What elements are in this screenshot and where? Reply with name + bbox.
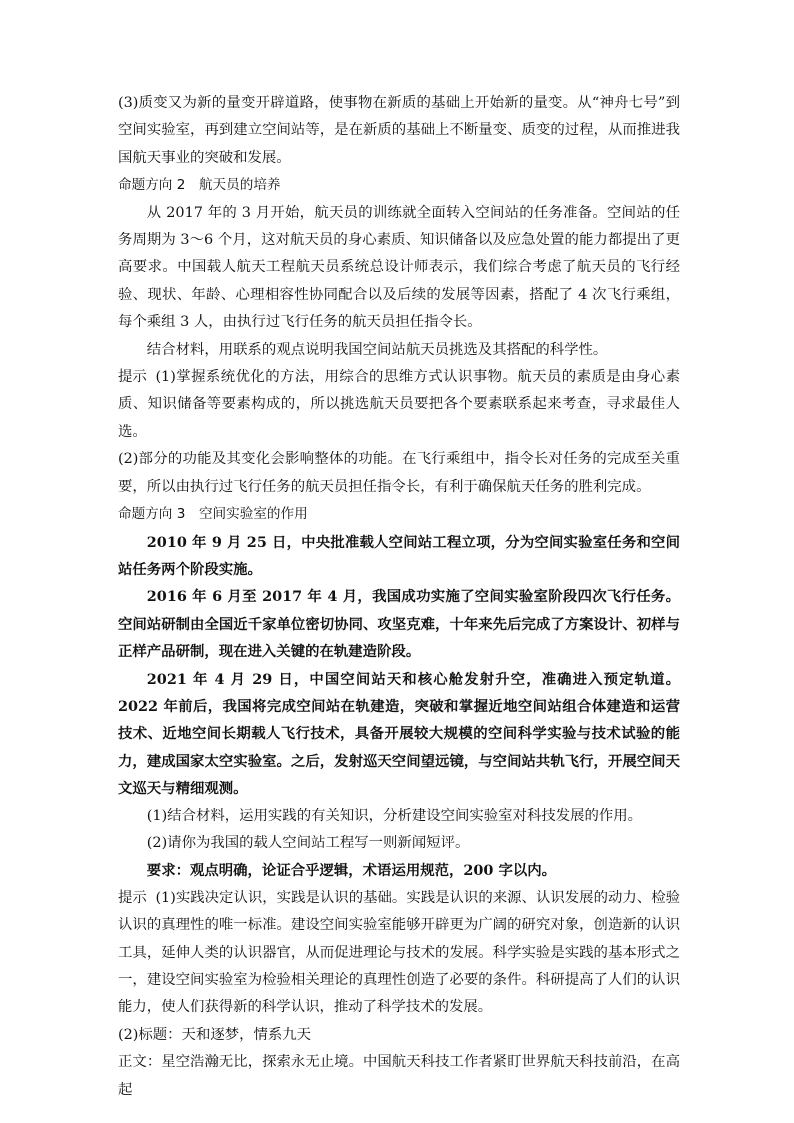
hint-label: 提示: [118, 369, 147, 386]
material-paragraph: 2010 年 9 月 25 日，中央批准载人空间站工程立项，分为空间实验室任务和空间站任务两个阶段实施。: [118, 533, 680, 578]
material-paragraph: 从 2017 年的 3 月开始，航天员的训练就全面转入空间站的任务准备。空间站的任务周期为 3～6 个月，这对航天员的身心素质、知识储备以及应急处置的能力都提出了更高要求。中国载人航天工程航天员系统总设计师表示，我们综合考虑了航天员的飞行经验、现状、年龄、心理相容性协同配合以及后续的发展等因素，搭配了 4 次飞行乘组，每个乘组 3 人，由执行过飞行任务的航天员担任指令长。: [118, 204, 680, 331]
section-heading: 命题方向 2 航天员的培养: [118, 177, 281, 194]
hint-text: (1)掌握系统优化的方法，用综合的思维方式认识事物。航天员的素质是由身心素质、知识储备等要素构成的，所以挑选航天员要把各个要素联系起来考查，寻求最佳人选。: [118, 369, 680, 440]
question-paragraph: (1)结合材料，运用实践的有关知识，分析建设空间实验室对科技发展的作用。: [146, 807, 643, 824]
question-paragraph: (2)请你为我国的载人空间站工程写一则新闻短评。: [146, 834, 470, 851]
hint-label: 提示: [118, 889, 147, 906]
hint-paragraph: [118, 885, 680, 1022]
hint-paragraph: (2)标题：天和逐梦，情系九天: [118, 1026, 312, 1043]
section-heading: 命题方向 3 空间实验室的作用: [118, 506, 308, 523]
hint-paragraph: 正文：星空浩瀚无比，探索永无止境。中国航天科技工作者紧盯世界航天科技前沿，在高起: [118, 1054, 680, 1098]
material-paragraph: 2016 年 6 月至 2017 年 4 月，我国成功实施了空间实验室阶段四次飞行任务。空间站研制由全国近千家单位密切协同、攻坚克难，十年来先后完成了方案设计、初样与正样产品研制，现在进入关键的在轨建造阶段。: [118, 588, 680, 661]
answer-paragraph: (3)质变又为新的量变开辟道路，使事物在新质的基础上开始新的量变。从“神舟七号”到空间实验室，再到建立空间站等，是在新质的基础上不断量变、质变的过程，从而推进我国航天事业的突破和发展。: [118, 95, 680, 166]
question-requirement: 要求：观点明确，论证合乎逻辑，术语运用规范，200 字以内。: [146, 862, 557, 880]
question-paragraph: 结合材料，用联系的观点说明我国空间站航天员挑选及其搭配的科学性。: [146, 341, 608, 358]
hint-text: (1)实践决定认识，实践是认识的基础。实践是认识的来源、认识发展的动力、检验认识的真理性的唯一标准。建设空间实验室能够开辟更为广阔的研究对象，创造新的认识工具，延伸人类的认识器官，从而促进理论与技术的发展。科学实验是实践的基本形式之一，建设空间实验室为检验相关理论的真理性创造了必要的条件。科研提高了人们的认识能力，使人们获得新的科学认识，推动了科学技术的发展。: [118, 889, 680, 1016]
material-paragraph: 2021 年 4 月 29 日，中国空间站天和核心舱发射升空，准确进入预定轨道。2022 年前后，我国将完成空间站在轨建造，突破和掌握近地空间站组合体建造和运营技术、近地空间长期载人飞行技术，具备开展较大规模的空间科学实验与技术试验的能力，建成国家太空实验室。之后，发射巡天空间望远镜，与空间站共轨飞行，开展空间天文巡天与精细观测。: [118, 670, 680, 798]
hint-paragraph: [118, 364, 680, 446]
document-page: [118, 90, 680, 1104]
hint-paragraph: (2)部分的功能及其变化会影响整体的功能。在飞行乘组中，指令长对任务的完成至关重要，所以由执行过飞行任务的航天员担任指令长，有利于确保航天任务的胜利完成。: [118, 451, 680, 495]
